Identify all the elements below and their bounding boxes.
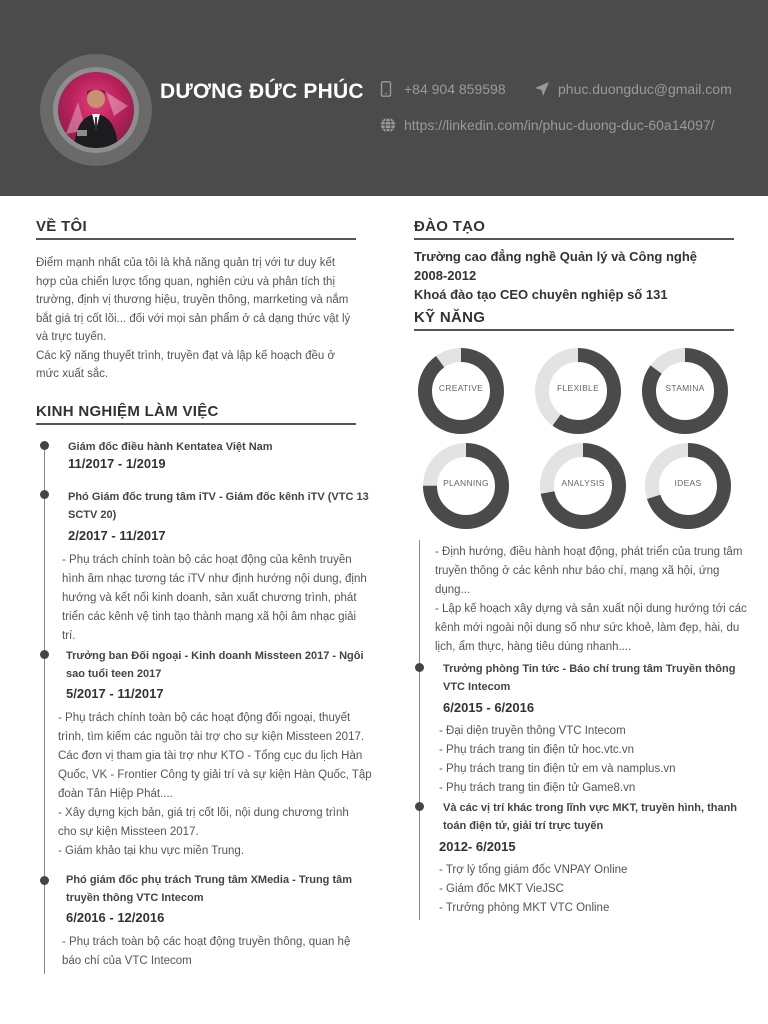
job-bullets (62, 551, 367, 646)
send-icon (534, 81, 550, 97)
job-date: 2012- 6/2015 (439, 839, 516, 854)
job-bullets (439, 861, 627, 918)
timeline-line (44, 444, 45, 974)
about-line: Điểm mạnh nhất của tôi là khả năng quản trị với tư duy kết (36, 257, 336, 269)
phone-icon (380, 81, 392, 97)
job-title-line: Phó giám đốc phụ trách Trung tâm XMedia - Trung tâm (66, 874, 353, 886)
bullet-line: - Phụ trách chính toàn bộ các hoạt động của kênh truyền (62, 554, 352, 566)
job-date: 6/2016 - 12/2016 (66, 910, 165, 925)
bullet-line: - Giám khảo tại khu vực miền Trung. (58, 845, 245, 857)
bullet-line: trí. (62, 630, 76, 642)
bullet-line: Các đơn vị tham gia tài trợ như KTO - Tổng cục du lịch Hàn (58, 750, 363, 762)
timeline-dot (415, 663, 424, 672)
job-bullets (62, 933, 350, 971)
education-school: Trường cao đẳng nghề Quản lý và Công nghệ (414, 249, 698, 264)
linkedin-contact (380, 117, 740, 135)
job-title-line: Trưởng phòng Tin tức - Báo chí trung tâm Truyền thông (443, 663, 736, 675)
timeline-dot (40, 441, 49, 450)
about-line: hợp của chiến lược tổng quan, nghiên cứu và phân tích thị (36, 275, 336, 288)
job-title-line: truyền thông VTC Intecom (66, 892, 204, 904)
bullet-line: - Giám đốc MKT VieJSC (439, 883, 564, 895)
phone-contact (380, 81, 520, 99)
skill-donut (640, 346, 730, 436)
bullet-line: cho sự kiện Missteen 2017. (58, 826, 199, 838)
about-line: mức xuất sắc. (36, 368, 109, 380)
job-title-line: Trưởng ban Đối ngoại - Kinh doanh Missteen 2017 - Ngôi (66, 650, 364, 662)
bullet-line: Quốc, VK - Frontier Công ty giải trí và sự kiện Hàn Quốc, Tập (58, 769, 372, 781)
bullet-line: dụng... (435, 584, 471, 596)
bullet-line: báo chí của VTC Intecom (62, 955, 192, 967)
skill-donut (533, 346, 623, 436)
about-line: trường, định vị thương hiệu, truyền thông, marrketing và nắm (36, 294, 349, 306)
bullet-line: - Lập kế hoạch xây dựng và sản xuất nội dung hướng tới các (435, 603, 747, 615)
about-line: bắt giá trị cốt lõi... đối với mọi sản phẩm ở cả dạng thức vật lý (36, 312, 351, 325)
avatar-photo (58, 72, 134, 148)
bullet-line: - Phụ trách chính toàn bộ các hoạt động đối ngoại, thuyết (58, 712, 351, 724)
education-title: ĐÀO TẠO (414, 218, 486, 235)
email-contact (534, 81, 744, 99)
job-title-line: SCTV 20) (68, 509, 117, 521)
bullet-line: đoàn Tân Hiệp Phát.... (58, 788, 173, 800)
skill-label: ANALYSIS (561, 478, 605, 488)
bullet-line: kênh mới ngoài nội dung số như sức khoẻ, làm đẹp, hài, du (435, 622, 740, 634)
globe-icon (380, 117, 396, 133)
education-divider (414, 238, 734, 240)
about-line: và trực tuyến. (36, 331, 107, 343)
about-divider (36, 238, 356, 240)
job-bullets (58, 709, 372, 861)
email-address[interactable]: phuc.duongduc@gmail.com (558, 81, 732, 97)
bullet-line: hướng và kết nối kinh doanh, sản xuất chương trình, phát (62, 592, 357, 604)
bullet-line: - Xây dựng kịch bản, giá trị cốt lõi, nội dung chương trình (58, 807, 349, 819)
about-line: Các kỹ năng thuyết trình, truyền đạt và lập kế hoạch đều ở (36, 349, 336, 362)
job-date: 5/2017 - 11/2017 (66, 686, 164, 701)
skill-donut (421, 441, 511, 531)
job-title (68, 488, 378, 524)
bullet-line: - Trợ lý tổng giám đốc VNPAY Online (439, 864, 628, 876)
skill-label: STAMINA (665, 383, 705, 393)
education-years: 2008-2012 (414, 268, 477, 283)
skills-title: KỸ NĂNG (414, 309, 486, 326)
job-title-line: Và các vị trí khác trong lĩnh vực MKT, truyền hình, thanh (443, 802, 738, 814)
bullet-line: - Định hướng, điều hành hoạt động, phát triển của trung tâm (435, 546, 743, 558)
timeline-dot (40, 650, 49, 659)
candidate-name: DƯƠNG ĐỨC PHÚC (160, 80, 364, 103)
skill-donut (538, 441, 628, 531)
job-title-line: Phó Giám đốc trung tâm iTV - Giám đốc kênh iTV (VTC 13 (68, 491, 369, 503)
job-title-line: Giám đốc điều hành Kentatea Việt Nam (68, 441, 273, 453)
linkedin-url[interactable]: https://linkedin.com/in/phuc-duong-duc-60a14097/ (404, 117, 715, 133)
experience-title: KINH NGHIỆM LÀM VIỆC (36, 403, 219, 420)
job-date: 6/2015 - 6/2016 (443, 700, 535, 715)
timeline-dot (40, 490, 49, 499)
skill-label: PLANNING (443, 478, 489, 488)
person-silhouette (58, 72, 134, 148)
bullet-line: truyền thông ở các kênh như báo chí, mạng xã hội, ứng (435, 565, 720, 577)
skill-donut (416, 346, 506, 436)
bullet-line: - Phụ trách trang tin điện tử Game8.vn (439, 782, 636, 794)
intro-bullets (435, 543, 747, 657)
experience-divider (36, 423, 356, 425)
bullet-line: triển các kênh vệ tinh tạo thành mạng xã hội âm nhạc giải (62, 611, 357, 623)
job-bullets (439, 722, 676, 798)
bullet-line: - Đại diện truyền thông VTC Intecom (439, 725, 626, 737)
bullet-line: hình âm nhạc tương tác iTV như định hướng nội dung, định (62, 573, 367, 585)
about-title: VỀ TÔI (36, 218, 87, 235)
skills-divider (414, 329, 734, 331)
skill-label: CREATIVE (438, 383, 484, 393)
job-title (443, 660, 753, 696)
skill-label: IDEAS (674, 478, 702, 488)
education-course: Khoá đào tạo CEO chuyên nghiệp số 131 (414, 287, 668, 302)
job-date: 2/2017 - 11/2017 (68, 528, 166, 543)
header-bar (0, 0, 768, 196)
job-title (66, 647, 376, 683)
bullet-line: - Phụ trách trang tin điện tử hoc.vtc.vn (439, 744, 634, 756)
job-title-line: sao tuổi teen 2017 (66, 668, 162, 680)
about-text (36, 254, 366, 384)
phone-number: +84 904 859598 (404, 81, 506, 97)
job-title-line: VTC Intecom (443, 681, 511, 693)
bullet-line: - Phụ trách toàn bộ các hoạt động truyền thông, quan hệ (62, 936, 351, 948)
job-title (443, 799, 758, 835)
avatar (40, 54, 152, 166)
avatar-frame (53, 67, 139, 153)
bullet-line: - Trưởng phòng MKT VTC Online (439, 902, 610, 914)
skill-label: FLEXIBLE (556, 383, 600, 393)
timeline-line (419, 540, 420, 920)
skill-donut (643, 441, 733, 531)
timeline-dot (415, 802, 424, 811)
job-date: 11/2017 - 1/2019 (68, 456, 166, 471)
timeline-dot (40, 876, 49, 885)
bullet-line: - Phụ trách trang tin điện tử em và namplus.vn (439, 763, 676, 775)
job-title (68, 438, 368, 456)
bullet-line: lịch, ẩm thực, hàng tiêu dùng nhanh.... (435, 641, 632, 653)
job-title-line: toán điện tử, giải trí trực tuyến (443, 820, 604, 832)
bullet-line: trình, tìm kiếm các nguồn tài trợ cho sự kiện Missteen 2017. (58, 731, 365, 743)
job-title (66, 871, 376, 907)
